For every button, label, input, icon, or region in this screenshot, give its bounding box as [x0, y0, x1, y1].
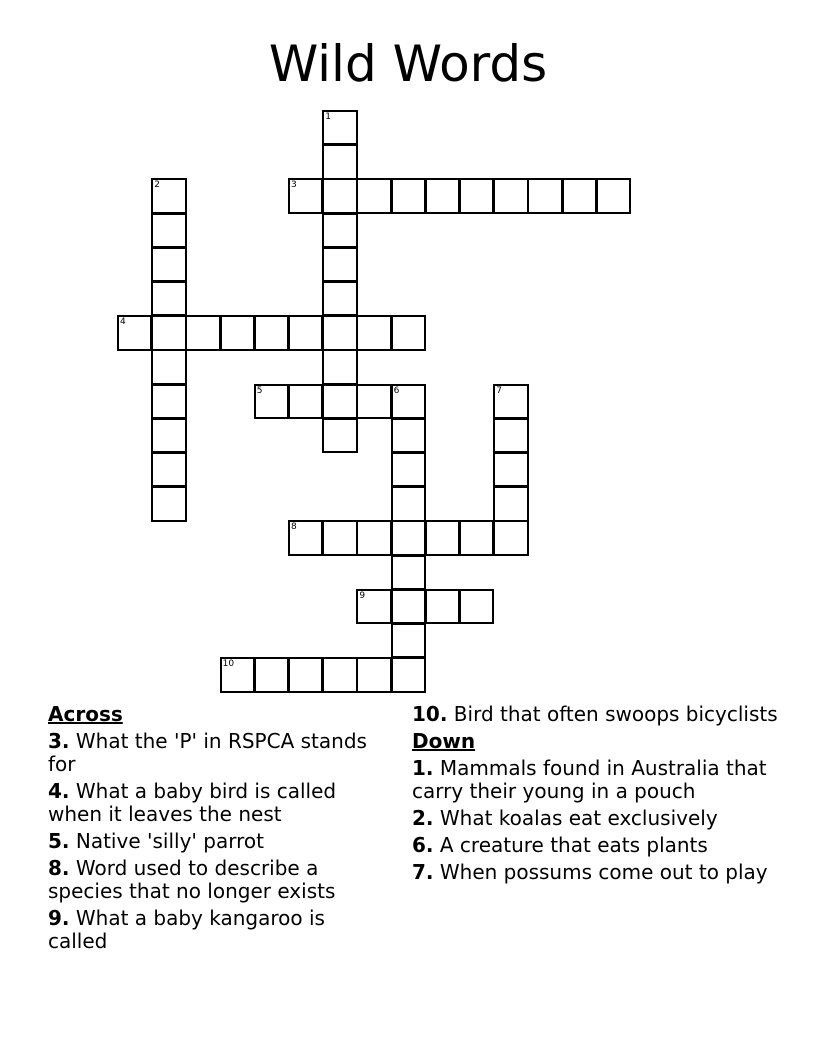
clues-column-left [48, 703, 388, 957]
grid-cell[interactable] [151, 213, 186, 248]
grid-cell[interactable] [493, 384, 528, 419]
grid-cell[interactable] [254, 657, 289, 692]
clue-number: 3. [48, 729, 70, 753]
grid-cell[interactable] [151, 349, 186, 384]
cell-number: 6 [393, 385, 400, 396]
grid-cell[interactable] [391, 452, 426, 487]
clue-text: A creature that eats plants [439, 833, 708, 857]
grid-cell[interactable] [151, 178, 186, 213]
clue-down-6 [412, 834, 782, 857]
clue-across-5 [48, 830, 388, 853]
grid-cell[interactable] [151, 486, 186, 521]
clue-text: Bird that often swoops bicyclists [453, 702, 778, 726]
grid-cell[interactable] [391, 418, 426, 453]
clue-number: 4. [48, 779, 70, 803]
clue-text: What the 'P' in RSPCA stands for [48, 729, 367, 776]
clue-across-8 [48, 857, 388, 903]
grid-cell[interactable] [322, 281, 357, 316]
grid-cell[interactable] [493, 178, 528, 213]
grid-cell[interactable] [220, 315, 255, 350]
cell-number: 10 [222, 659, 235, 670]
grid-cell[interactable] [391, 657, 426, 692]
grid-cell[interactable] [322, 315, 357, 350]
grid-cell[interactable] [254, 315, 289, 350]
clue-text: When possums come out to play [439, 860, 768, 884]
clue-number: 8. [48, 856, 70, 880]
grid-cell[interactable] [356, 520, 391, 555]
grid-cell[interactable] [425, 589, 460, 624]
cell-number: 8 [291, 522, 297, 533]
clue-across-4 [48, 780, 388, 826]
grid-cell[interactable] [117, 315, 152, 350]
cell-number: 3 [291, 180, 297, 191]
grid-cell[interactable] [322, 520, 357, 555]
grid-cell[interactable] [151, 315, 186, 350]
grid-cell[interactable] [288, 520, 323, 555]
down-heading: Down [412, 729, 476, 753]
clue-number: 5. [48, 829, 70, 853]
grid-cell[interactable] [391, 555, 426, 590]
grid-cell[interactable] [391, 384, 426, 419]
grid-cell[interactable] [220, 657, 255, 692]
clue-text: What a baby bird is called when it leaves the nest [48, 779, 337, 826]
grid-cell[interactable] [356, 315, 391, 350]
grid-cell[interactable] [288, 178, 323, 213]
grid-cell[interactable] [288, 315, 323, 350]
clue-across-3 [48, 730, 388, 776]
grid-cell[interactable] [425, 520, 460, 555]
grid-cell[interactable] [322, 657, 357, 692]
grid-cell[interactable] [356, 384, 391, 419]
grid-cell[interactable] [459, 520, 494, 555]
cell-number: 5 [256, 385, 263, 396]
grid-cell[interactable] [493, 452, 528, 487]
clue-text: What a baby kangaroo is called [48, 906, 325, 953]
grid-cell[interactable] [493, 520, 528, 555]
grid-cell[interactable] [425, 178, 460, 213]
grid-cell[interactable] [356, 589, 391, 624]
grid-cell[interactable] [288, 384, 323, 419]
grid-cell[interactable] [254, 384, 289, 419]
cell-number: 2 [154, 180, 160, 191]
clue-number: 6. [412, 833, 434, 857]
grid-cell[interactable] [322, 418, 357, 453]
grid-cell[interactable] [391, 589, 426, 624]
clue-down-1 [412, 757, 782, 803]
clue-across-10 [412, 703, 782, 726]
grid-cell[interactable] [459, 178, 494, 213]
grid-cell[interactable] [391, 623, 426, 658]
grid-cell[interactable] [356, 657, 391, 692]
clue-text: What koalas eat exclusively [439, 806, 718, 830]
grid-cell[interactable] [288, 657, 323, 692]
clue-text: Word used to describe a species that no longer exists [48, 856, 336, 903]
grid-cell[interactable] [391, 315, 426, 350]
clue-text: Native 'silly' parrot [75, 829, 264, 853]
puzzle-title: Wild Words [268, 35, 548, 93]
grid-cell[interactable] [356, 178, 391, 213]
grid-cell[interactable] [322, 144, 357, 179]
grid-cell[interactable] [322, 384, 357, 419]
grid-cell[interactable] [322, 213, 357, 248]
grid-cell[interactable] [493, 486, 528, 521]
cell-number: 4 [120, 317, 126, 328]
clues-column-right [412, 703, 782, 888]
clue-number: 10. [412, 702, 448, 726]
grid-cell[interactable] [459, 589, 494, 624]
grid-cell[interactable] [527, 178, 562, 213]
cell-number: 9 [359, 590, 366, 601]
cell-number: 1 [325, 112, 331, 122]
grid-cell[interactable] [493, 418, 528, 453]
grid-cell[interactable] [151, 247, 186, 282]
grid-cell[interactable] [322, 247, 357, 282]
clue-down-7 [412, 861, 782, 884]
clue-number: 7. [412, 860, 434, 884]
grid-cell[interactable] [322, 110, 357, 145]
clue-number: 2. [412, 806, 434, 830]
grid-cell[interactable] [322, 178, 357, 213]
grid-cell[interactable] [391, 520, 426, 555]
grid-cell[interactable] [185, 315, 220, 350]
across-heading: Across [48, 702, 123, 726]
clue-number: 9. [48, 906, 70, 930]
grid-cell[interactable] [151, 418, 186, 453]
grid-cell[interactable] [151, 384, 186, 419]
clue-down-2 [412, 807, 782, 830]
grid-cell[interactable] [596, 178, 631, 213]
grid-cell[interactable] [322, 349, 357, 384]
cell-number: 7 [496, 385, 502, 396]
grid-cell[interactable] [151, 281, 186, 316]
clue-number: 1. [412, 756, 434, 780]
grid-cell[interactable] [391, 178, 426, 213]
grid-cell[interactable] [562, 178, 597, 213]
grid-cell[interactable] [391, 486, 426, 521]
grid-cell[interactable] [151, 452, 186, 487]
clue-text: Mammals found in Australia that carry their young in a pouch [412, 756, 767, 803]
clue-across-9 [48, 907, 388, 953]
